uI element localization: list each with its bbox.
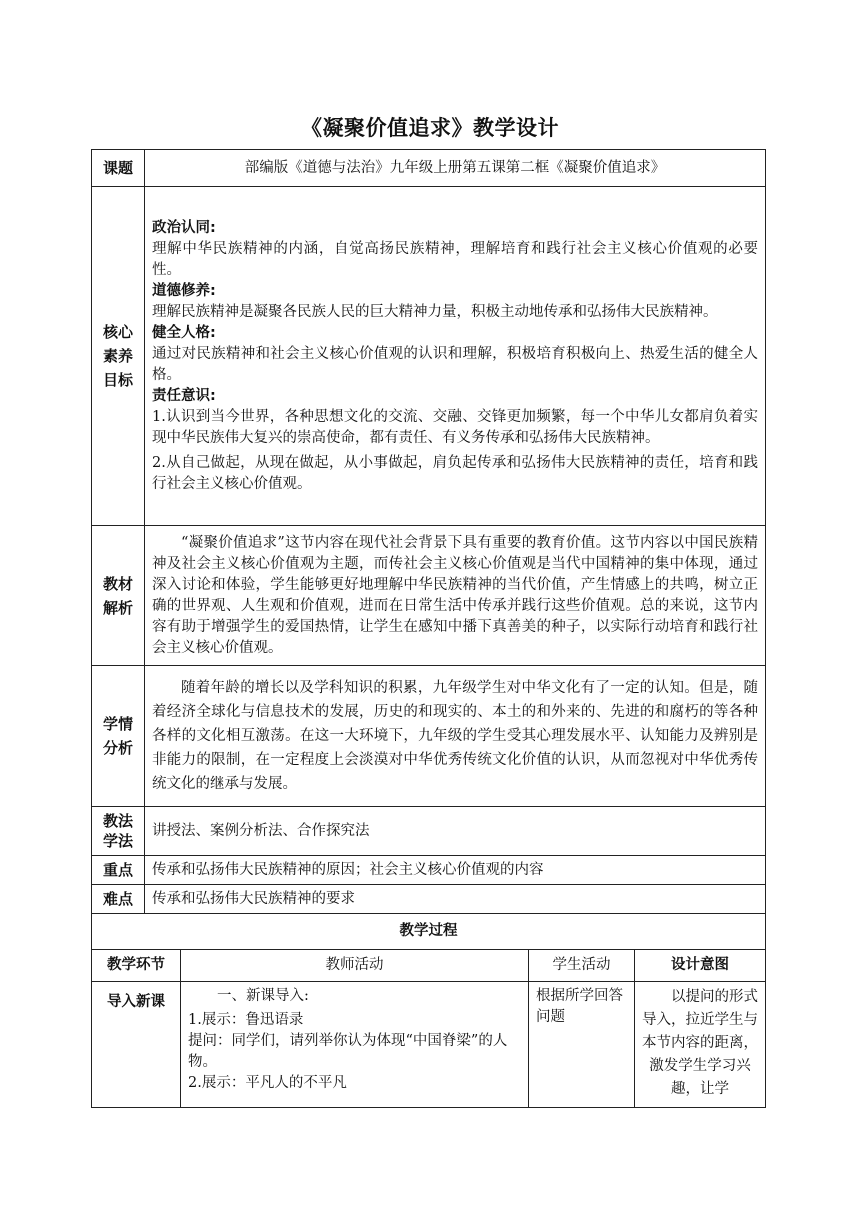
course-row [92, 150, 766, 187]
lesson-plan-table [91, 149, 766, 1108]
methods-row [92, 807, 766, 856]
row-student: 根据所学回答问题 [529, 982, 635, 1108]
course-value: 部编版《道德与法治》九年级上册第五课第二框《凝聚价值追求》 [145, 150, 766, 187]
key-row [92, 856, 766, 885]
goal-text-personality: 通过对民族精神和社会主义核心价值观的认识和理解，积极培育积极向上、热爱生活的健全人格。 [152, 345, 758, 383]
difficulty-value: 传承和弘扬伟大民族精神的要求 [145, 885, 766, 914]
material-label-text: 教材解析 [102, 574, 133, 617]
material-label [92, 526, 145, 666]
course-label: 课题 [92, 150, 145, 187]
difficulty-row [92, 885, 766, 914]
column-stage: 教学环节 [92, 950, 181, 982]
process-columns-row [92, 950, 766, 982]
goal-heading-political: 政治认同: [152, 219, 216, 236]
goals-row [92, 187, 766, 526]
document-title: 《凝聚价值追求》教学设计 [301, 116, 559, 140]
students-label [92, 666, 145, 807]
methods-label-text: 教法学法 [102, 812, 133, 850]
row-teacher [181, 982, 529, 1108]
difficulty-label: 难点 [92, 885, 145, 914]
row-stage: 导入新课 [92, 982, 181, 1108]
students-row [92, 666, 766, 807]
column-student: 学生活动 [529, 950, 635, 982]
process-row [92, 982, 766, 1108]
goal-heading-responsibility: 责任意识: [152, 387, 216, 404]
students-text: 随着年龄的增长以及学科知识的积累，九年级学生对中华文化有了一定的认知。但是，随着经济全球化与信息技术的发展，历史的和现实的、本土的和外来的、先进的和腐朽的等各种各样的文化相互激荡。在这一大环境下，九年级的学生受其心理发展水平、认知能力及辨别是非能力的限制，在一定程度上会淡漠对中华优秀传统文化价值的认识，从而忽视对中华优秀传统文化的继承与发展。 [145, 666, 766, 807]
goal-text-political: 理解中华民族精神的内涵，自觉高扬民族精神，理解培育和践行社会主义核心价值观的必要性。 [152, 240, 758, 278]
row-intent [635, 982, 766, 1108]
process-header: 教学过程 [92, 914, 766, 950]
column-intent: 设计意图 [635, 950, 766, 982]
methods-value: 讲授法、案例分析法、合作探究法 [145, 807, 766, 856]
goal-text-moral: 理解民族精神是凝聚各民族人民的巨大精神力量，积极主动地传承和弘扬伟大民族精神。 [152, 303, 718, 320]
row-teacher-line-4: 2.展示：平凡人的不平凡 [188, 1075, 347, 1091]
row-teacher-line-2: 1.展示：鲁迅语录 [188, 1012, 304, 1028]
goals-content [145, 187, 766, 526]
goals-label-text: 核心素养目标 [102, 323, 133, 389]
row-teacher-line-3: 提问：同学们，请列举你认为体现“中国脊梁”的人物。 [188, 1033, 508, 1070]
material-text: “凝聚价值追求”这节内容在现代社会背景下具有重要的教育价值。这节内容以中国民族精神及社会主义核心价值观为主题，而传社会主义核心价值观是当代中国精神的集中体现，通过深入讨论和体验，学生能够更好地理解中华民族精神的当代价值，产生情感上的共鸣，树立正确的世界观、人生观和价值观，进而在日常生活中传承并践行这些价值观。总的来说，这节内容有助于增强学生的爱国热情，让学生在感知中播下真善美的种子，以实际行动培育和践行社会主义核心价值观。 [145, 526, 766, 666]
students-label-text: 学情分析 [102, 715, 133, 757]
process-header-row [92, 914, 766, 950]
goal-heading-personality: 健全人格: [152, 324, 216, 341]
key-value: 传承和弘扬伟大民族精神的原因；社会主义核心价值观的内容 [145, 856, 766, 885]
column-teacher: 教师活动 [181, 950, 529, 982]
row-teacher-line-1: 一、新课导入: [217, 988, 309, 1004]
row-intent-text: 以提问的形式导入，拉近学生与本节内容的距离，激发学生学习兴趣，让学 [642, 989, 758, 1097]
goal-text-responsibility-1: 1.认识到当今世界，各种思想文化的交流、交融、交锋更加频繁，每一个中华儿女都肩负着实现中华民族伟大复兴的崇高使命，都有责任、有义务传承和弘扬伟大民族精神。 [152, 408, 758, 446]
goal-heading-moral: 道德修养: [152, 282, 216, 299]
key-label: 重点 [92, 856, 145, 885]
methods-label [92, 807, 145, 856]
goal-text-responsibility-2: 2.从自己做起，从现在做起，从小事做起，肩负起传承和弘扬伟大民族精神的责任，培育和践行社会主义核心价值观。 [152, 454, 758, 492]
material-row [92, 526, 766, 666]
goals-label [92, 187, 145, 526]
